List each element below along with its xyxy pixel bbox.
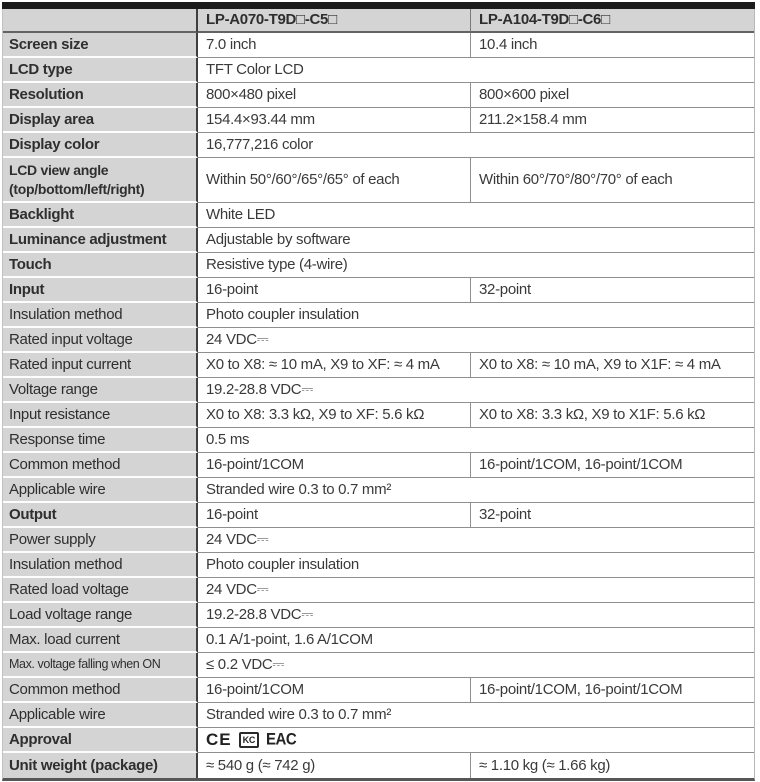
spec-label: Display color — [3, 133, 198, 158]
table-row — [3, 58, 754, 83]
table-row — [3, 728, 754, 753]
spec-value: 24 VDC⎓ — [198, 328, 754, 353]
table-row — [3, 528, 754, 553]
spec-value: 16-point — [198, 503, 471, 528]
spec-label-line-1: LCD view angle — [9, 161, 109, 178]
spec-value: X0 to X8: ≈ 10 mA, X9 to XF: ≈ 4 mA — [198, 353, 471, 378]
spec-value: X0 to X8: 3.3 kΩ, X9 to X1F: 5.6 kΩ — [471, 403, 754, 428]
spec-value: X0 to X8: ≈ 10 mA, X9 to X1F: ≈ 4 mA — [471, 353, 754, 378]
table-row — [3, 158, 754, 203]
spec-value: Resistive type (4-wire) — [198, 253, 754, 278]
section-divider-bar — [2, 2, 755, 9]
spec-label: Insulation method — [3, 303, 198, 328]
spec-value: 32-point — [471, 503, 754, 528]
spec-value: 16-point/1COM, 16-point/1COM — [471, 678, 754, 703]
spec-label: Max. voltage falling when ON — [3, 653, 198, 678]
spec-label: LCD type — [3, 58, 198, 83]
approval-marks-cell — [198, 728, 754, 753]
table-row — [3, 403, 754, 428]
table-row — [3, 33, 754, 58]
table-row — [3, 108, 754, 133]
spec-label: Resolution — [3, 83, 198, 108]
spec-value: 800×600 pixel — [471, 83, 754, 108]
spec-value: TFT Color LCD — [198, 58, 754, 83]
ce-mark-icon: CE — [206, 730, 232, 750]
table-row — [3, 303, 754, 328]
spec-label-line-2: (top/bottom/left/right) — [9, 180, 145, 197]
table-row — [3, 603, 754, 628]
spec-label: Power supply — [3, 528, 198, 553]
spec-label: Insulation method — [3, 553, 198, 578]
spec-value: 16,777,216 color — [198, 133, 754, 158]
spec-value: 154.4×93.44 mm — [198, 108, 471, 133]
spec-label: Common method — [3, 453, 198, 478]
spec-value: ≤ 0.2 VDC⎓ — [198, 653, 754, 678]
spec-label: Common method — [3, 678, 198, 703]
table-row — [3, 203, 754, 228]
table-row — [3, 428, 754, 453]
spec-value: 32-point — [471, 278, 754, 303]
spec-value: 19.2-28.8 VDC⎓ — [198, 378, 754, 403]
spec-value: ≈ 1.10 kg (≈ 1.66 kg) — [471, 753, 754, 778]
spec-label: Output — [3, 503, 198, 528]
table-row — [3, 503, 754, 528]
spec-value: Photo coupler insulation — [198, 303, 754, 328]
spec-value: 16-point/1COM — [198, 678, 471, 703]
table-row — [3, 628, 754, 653]
table-row — [3, 353, 754, 378]
table-header-row — [3, 9, 754, 33]
spec-value: White LED — [198, 203, 754, 228]
spec-label: Luminance adjustment — [3, 228, 198, 253]
table-row — [3, 83, 754, 108]
table-row — [3, 253, 754, 278]
spec-value: 16-point — [198, 278, 471, 303]
spec-label: Load voltage range — [3, 603, 198, 628]
table-row — [3, 278, 754, 303]
spec-label: Rated input voltage — [3, 328, 198, 353]
table-row — [3, 553, 754, 578]
table-row — [3, 133, 754, 158]
table-row — [3, 478, 754, 503]
spec-value: 19.2-28.8 VDC⎓ — [198, 603, 754, 628]
spec-value: Adjustable by software — [198, 228, 754, 253]
table-row — [3, 703, 754, 728]
spec-value: X0 to X8: 3.3 kΩ, X9 to XF: 5.6 kΩ — [198, 403, 471, 428]
spec-label: Approval — [3, 728, 198, 753]
spec-value: 24 VDC⎓ — [198, 578, 754, 603]
spec-label — [3, 158, 198, 203]
spec-label: Rated input current — [3, 353, 198, 378]
spec-value: 7.0 inch — [198, 33, 471, 58]
spec-value: 16-point/1COM — [198, 453, 471, 478]
corner-cell — [3, 9, 198, 33]
spec-value: 211.2×158.4 mm — [471, 108, 754, 133]
spec-value: 24 VDC⎓ — [198, 528, 754, 553]
spec-label: Rated load voltage — [3, 578, 198, 603]
spec-label: Voltage range — [3, 378, 198, 403]
spec-value: Within 60°/70°/80°/70° of each — [471, 158, 754, 203]
table-row — [3, 753, 754, 778]
spec-label: Screen size — [3, 33, 198, 58]
column-header-model-1: LP-A070-T9D□-C5□ — [198, 9, 471, 33]
spec-value: Stranded wire 0.3 to 0.7 mm² — [198, 478, 754, 503]
spec-value: Photo coupler insulation — [198, 553, 754, 578]
table-row — [3, 378, 754, 403]
spec-value: ≈ 540 g (≈ 742 g) — [198, 753, 471, 778]
eac-mark-icon: EAC — [266, 730, 297, 750]
spec-label: Display area — [3, 108, 198, 133]
table-row — [3, 678, 754, 703]
spec-value: 0.1 A/1-point, 1.6 A/1COM — [198, 628, 754, 653]
spec-label: Applicable wire — [3, 478, 198, 503]
column-header-model-2: LP-A104-T9D□-C6□ — [471, 9, 754, 33]
table-row — [3, 578, 754, 603]
spec-label: Input — [3, 278, 198, 303]
spec-label: Input resistance — [3, 403, 198, 428]
spec-value: 10.4 inch — [471, 33, 754, 58]
spec-value: Stranded wire 0.3 to 0.7 mm² — [198, 703, 754, 728]
spec-value: 800×480 pixel — [198, 83, 471, 108]
table-row — [3, 453, 754, 478]
kc-mark-icon: KC — [239, 732, 259, 748]
table-row — [3, 653, 754, 678]
table-row — [3, 228, 754, 253]
table-row — [3, 328, 754, 353]
spec-label: Response time — [3, 428, 198, 453]
spec-label: Max. load current — [3, 628, 198, 653]
spec-label: Unit weight (package) — [3, 753, 198, 778]
specification-table — [2, 9, 755, 781]
spec-value: 0.5 ms — [198, 428, 754, 453]
spec-label: Applicable wire — [3, 703, 198, 728]
spec-value: 16-point/1COM, 16-point/1COM — [471, 453, 754, 478]
spec-value: Within 50°/60°/65°/65° of each — [198, 158, 471, 203]
spec-label: Touch — [3, 253, 198, 278]
spec-label: Backlight — [3, 203, 198, 228]
